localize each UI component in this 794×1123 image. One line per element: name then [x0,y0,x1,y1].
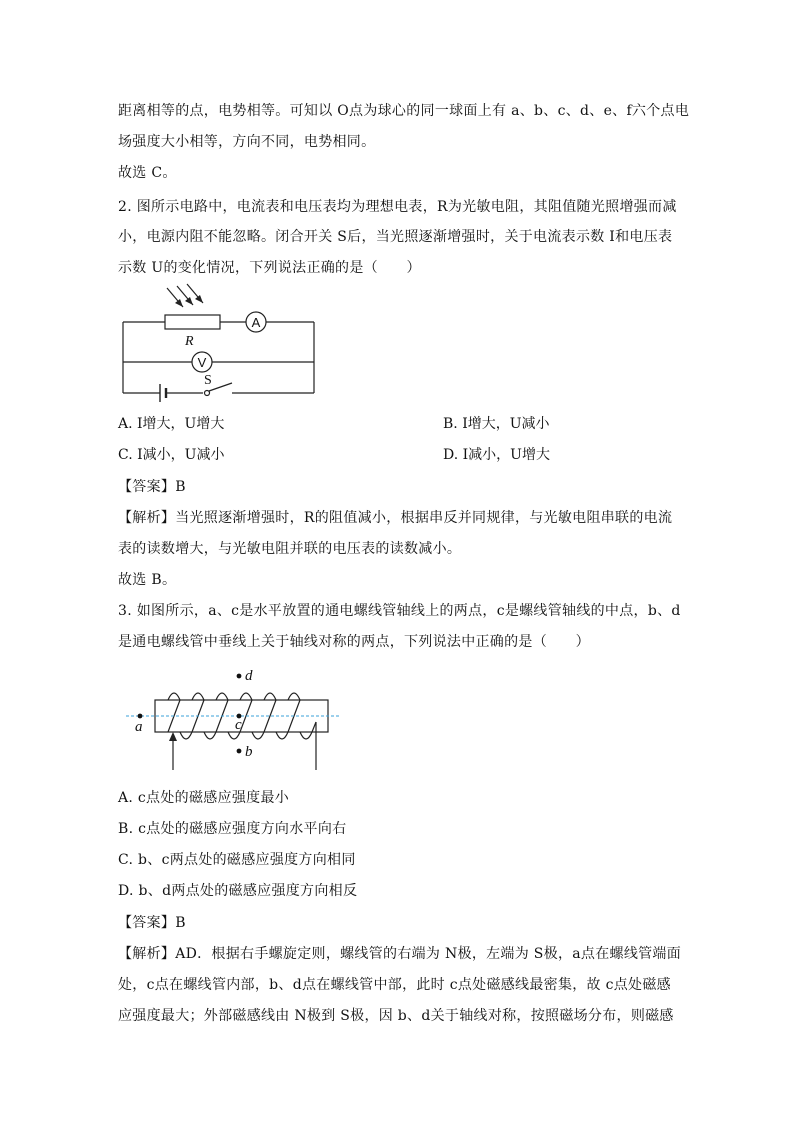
switch-label: S [204,373,212,388]
q2-option-a: A. I增大，U增大 [118,416,225,432]
q2-stem-line-2: 小，电源内阻不能忽略。闭合开关 S后，当光照逐渐增强时，关于电流表示数 I和电压表 [118,229,673,245]
q2-option-d: D. I减小，U增大 [443,447,550,463]
q3-option-a: A. c点处的磁感应强度最小 [118,790,290,806]
intro-line-2: 场强度大小相等，方向不同，电势相同。 [118,134,376,150]
q2-option-b: B. I增大，U减小 [443,416,550,432]
q3-option-d: D. b、d两点处的磁感应强度方向相反 [118,883,358,899]
current-arrow-icon [169,732,177,741]
q2-stem-line-1: 2. 图所示电路中，电流表和电压表均为理想电表，R为光敏电阻，其阻值随光照增强而减 [118,199,677,215]
photoresistor [165,315,220,329]
q2-conclusion: 故选 B。 [118,572,177,588]
q3-option-b: B. c点处的磁感应强度方向水平向右 [118,821,347,837]
q3-stem-line-1: 3. 如图所示，a、c是水平放置的通电螺线管轴线上的两点，c是螺线管轴线的中点，b、d [118,603,681,619]
q3-analysis-line-1: 【解析】AD．根据右手螺旋定则，螺线管的右端为 N极，左端为 S极，a点在螺线管端面 [118,946,682,962]
switch-contact [205,391,210,396]
q2-answer: 【答案】B [118,479,186,495]
point-d-dot [237,674,242,679]
point-a-dot [138,714,143,719]
q2-stem-line-3: 示数 U的变化情况，下列说法正确的是（ ） [118,260,421,276]
q3-answer: 【答案】B [118,915,186,931]
point-d-label: d [245,668,253,684]
resistor-label: R [185,334,194,349]
light-arrows [167,284,203,307]
q3-option-c: C. b、c两点处的磁感应强度方向相同 [118,852,356,868]
circuit-diagram [115,283,330,403]
q2-option-c: C. I减小，U减小 [118,447,225,463]
voltmeter-label: V [197,355,207,370]
solenoid-diagram [118,662,358,777]
q3-analysis-line-2: 处，c点在螺线管内部，b、d点在螺线管中部，此时 c点处磁感线最密集，故 c点处磁感 [118,977,671,993]
q2-analysis-line-2: 表的读数增大，与光敏电阻并联的电压表的读数减小。 [118,541,462,557]
intro-conclusion: 故选 C。 [118,165,177,181]
point-b-dot [237,749,242,754]
q3-analysis-line-3: 应强度最大；外部磁感线由 N极到 S极，因 b、d关于轴线对称，按照磁场分布，则磁感 [118,1008,674,1024]
q2-analysis-line-1: 【解析】当光照逐渐增强时，R的阻值减小，根据串反并同规律，与光敏电阻串联的电流 [118,510,673,526]
point-a-label: a [135,719,143,735]
ammeter-label: A [251,315,261,330]
point-b-label: b [245,744,253,760]
q3-stem-line-2: 是通电螺线管中垂线上关于轴线对称的两点，下列说法中正确的是（ ） [118,634,590,650]
intro-line-1: 距离相等的点，电势相等。可知以 O点为球心的同一球面上有 a、b、c、d、e、f六个点电 [118,103,690,119]
point-c-label: c [235,717,242,733]
